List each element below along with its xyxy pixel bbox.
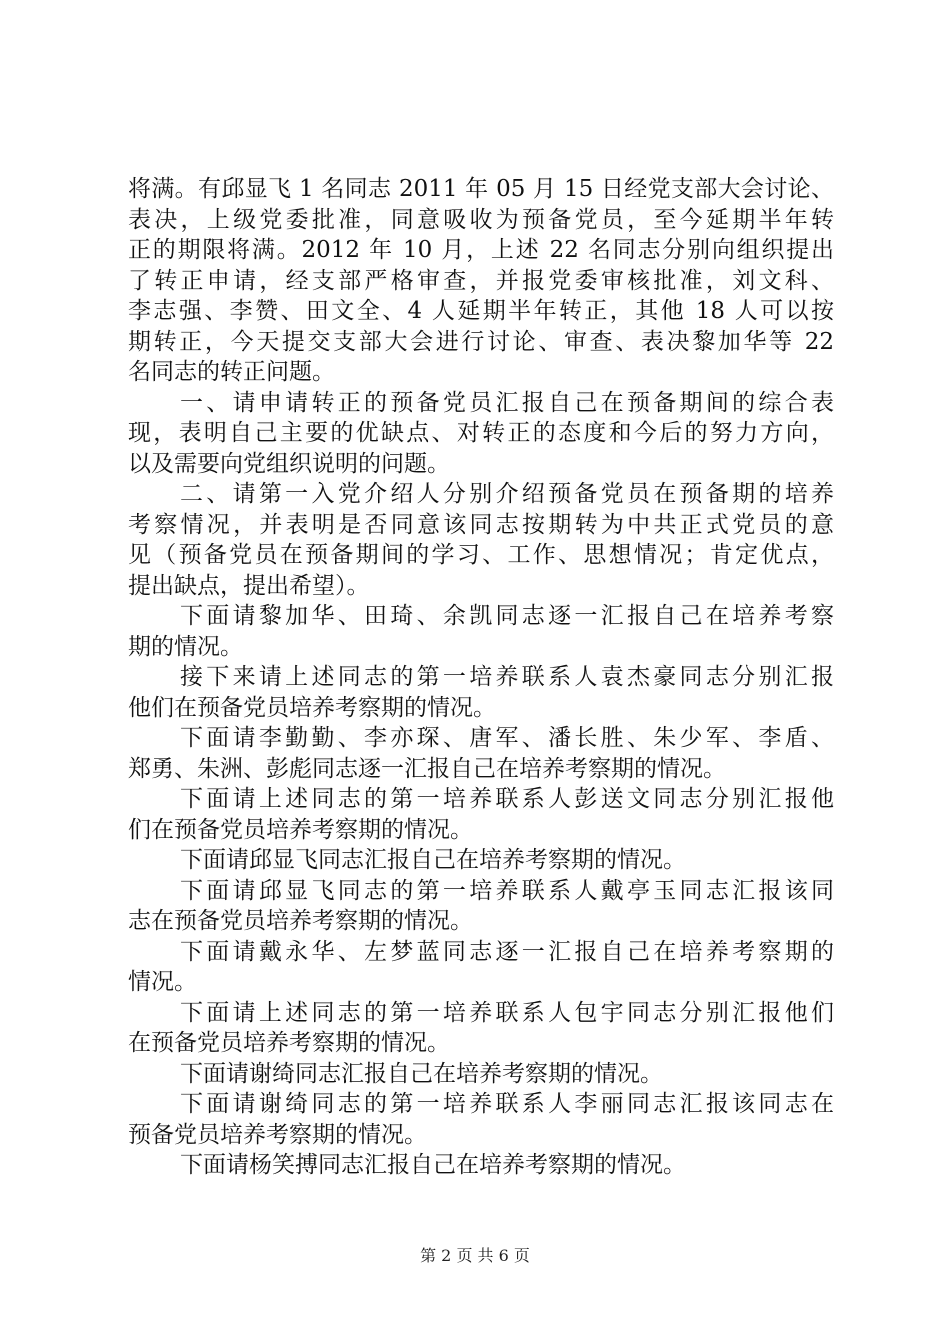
text-line: 下面请谢绮同志的第一培养联系人李丽同志汇报该同志在: [180, 1091, 834, 1117]
text-line: 下面请邱显飞同志的第一培养联系人戴亭玉同志汇报该同: [180, 877, 834, 904]
text-line: 期的情况。: [128, 633, 243, 660]
text-line: 名同志的转正问题。: [128, 359, 335, 385]
text-line: 正的期限将满。2012 年 10 月，上述 22 名同志分别向组织提出: [128, 237, 834, 263]
text-line: 期转正，今天提交支部大会进行讨论、审查、表决黎加华等 22: [128, 328, 834, 355]
text-line: 预备党员培养考察期的情况。: [128, 1121, 427, 1148]
text-line: 下面请邱显飞同志汇报自己在培养考察期的情况。: [180, 847, 686, 873]
text-line: 他们在预备党员培养考察期的情况。: [128, 694, 496, 721]
text-line: 二、请第一入党介绍人分别介绍预备党员在预备期的培养: [180, 481, 834, 507]
text-line: 郑勇、朱洲、彭彪同志逐一汇报自己在培养考察期的情况。: [128, 755, 726, 782]
text-line: 李志强、李赞、田文全、4 人延期半年转正，其他 18 人可以按: [128, 298, 834, 324]
text-line: 一、请申请转正的预备党员汇报自己在预备期间的综合表: [180, 389, 834, 416]
text-line: 下面请李勤勤、李亦琛、唐军、潘长胜、朱少军、李盾、: [180, 725, 834, 751]
text-line: 在预备党员培养考察期的情况。: [128, 1030, 450, 1056]
text-line: 表决，上级党委批准，同意吸收为预备党员，至今延期半年转: [128, 206, 834, 233]
text-line: 下面请黎加华、田琦、余凯同志逐一汇报自己在培养考察: [180, 603, 834, 629]
text-line: 下面请杨笑搏同志汇报自己在培养考察期的情况。: [180, 1152, 686, 1178]
text-line: 接下来请上述同志的第一培养联系人袁杰豪同志分别汇报: [180, 664, 834, 690]
text-line: 将满。有邱显飞 1 名同志 2011 年 05 月 15 日经党支部大会讨论、: [128, 176, 834, 202]
text-line: 考察情况，并表明是否同意该同志按期转为中共正式党员的意: [128, 511, 834, 538]
text-line: 们在预备党员培养考察期的情况。: [128, 816, 473, 843]
text-line: 情况。: [128, 969, 197, 995]
text-line: 下面请戴永华、左梦蓝同志逐一汇报自己在培养考察期的: [180, 938, 834, 965]
text-line: 见（预备党员在预备期间的学习、工作、思想情况；肯定优点，: [128, 542, 834, 568]
text-line: 志在预备党员培养考察期的情况。: [128, 908, 473, 934]
text-line: 以及需要向党组织说明的问题。: [128, 450, 450, 477]
text-line: 提出缺点，提出希望）。: [128, 572, 370, 599]
text-line: 了转正申请，经支部严格审查，并报党委审核批准，刘文科、: [128, 267, 834, 294]
text-line: 下面请上述同志的第一培养联系人彭送文同志分别汇报他: [180, 786, 834, 812]
text-line: 下面请上述同志的第一培养联系人包宇同志分别汇报他们: [180, 999, 834, 1026]
text-line: 现，表明自己主要的优缺点、对转正的态度和今后的努力方向，: [128, 420, 834, 446]
page-footer: 第 2 页 共 6 页: [420, 1246, 530, 1265]
document-body: [128, 174, 834, 1181]
text-line: 下面请谢绮同志汇报自己在培养考察期的情况。: [180, 1060, 663, 1087]
